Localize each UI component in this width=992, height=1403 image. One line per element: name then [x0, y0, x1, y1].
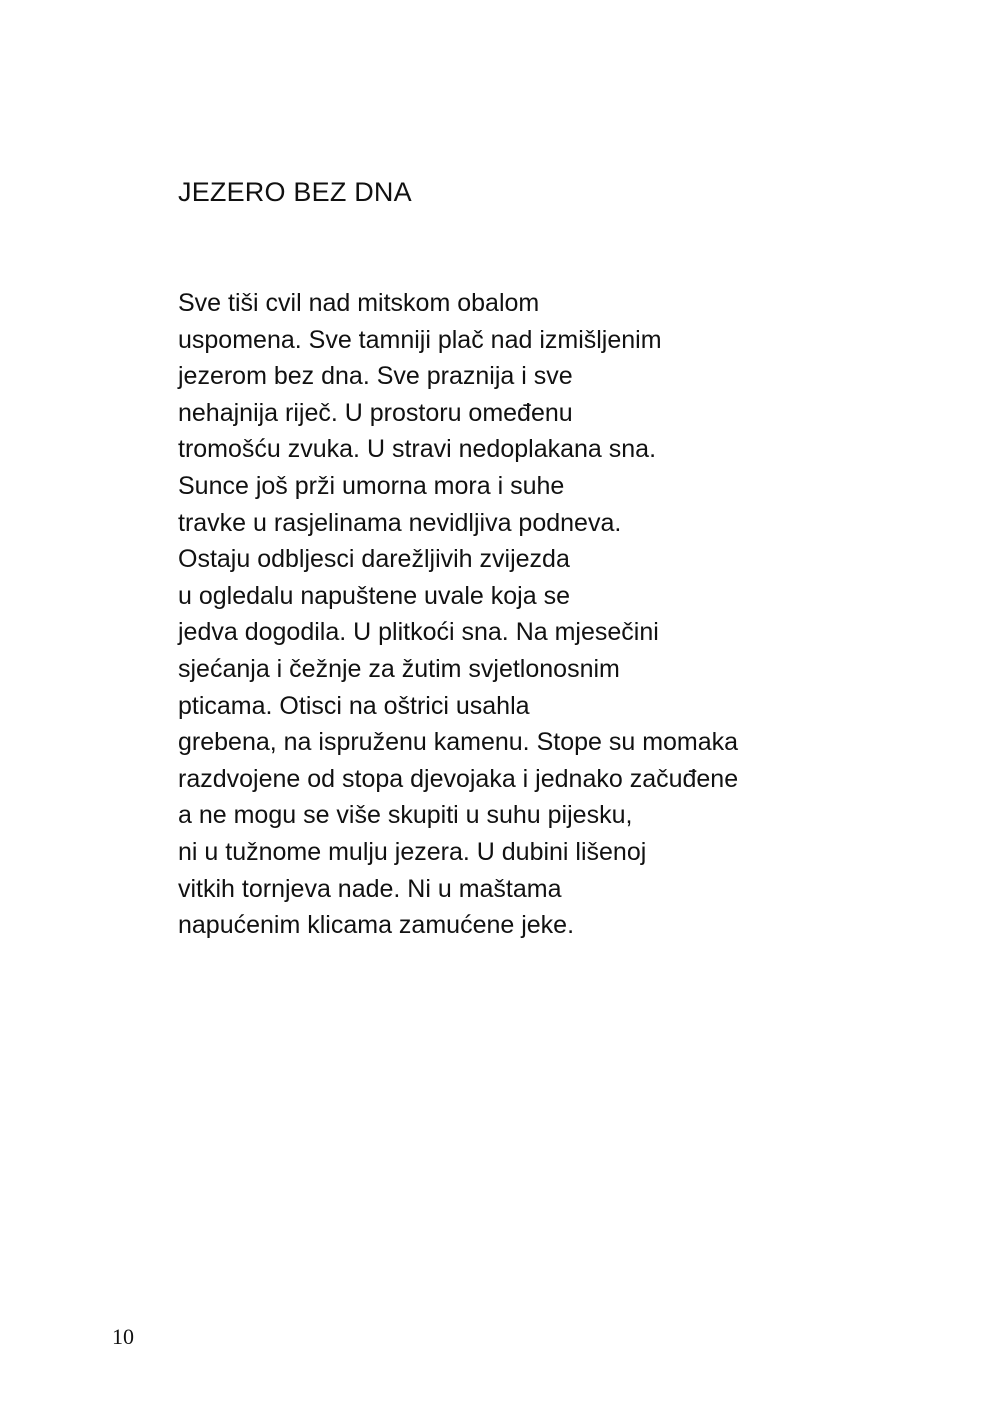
poem-line: napućenim klicama zamućene jeke.: [178, 911, 575, 940]
poem-line: sjećanja i čežnje za žutim svjetlonosnim: [178, 654, 620, 683]
poem-line: a ne mogu se više skupiti u suhu pijesku,: [178, 801, 633, 830]
poem-line: razdvojene od stopa djevojaka i jednako začuđene: [178, 764, 739, 793]
poem-line: grebena, na ispruženu kamenu. Stope su momaka: [178, 728, 739, 757]
poem-line: tromošću zvuka. U stravi nedoplakana sna.: [178, 435, 657, 464]
poem-line: Sunce još prži umorna mora i suhe: [178, 471, 565, 500]
poem-line: uspomena. Sve tamniji plač nad izmišljenim: [178, 325, 662, 354]
poem-line: nehajnija riječ. U prostoru omeđenu: [178, 398, 573, 427]
poem-line: jezerom bez dna. Sve praznija i sve: [178, 362, 573, 391]
poem-line: travke u rasjelinama nevidljiva podneva.: [178, 508, 622, 537]
poem-line: jedva dogodila. U plitkoći sna. Na mjesečini: [178, 618, 659, 647]
page-number: 10: [112, 1324, 134, 1349]
poem-line: u ogledalu napuštene uvale koja se: [178, 581, 570, 610]
poem-title: JEZERO BEZ DNA: [178, 177, 412, 207]
poem-line: Sve tiši cvil nad mitskom obalom: [178, 289, 540, 317]
poem-body: [178, 285, 738, 944]
poem-line: vitkih tornjeva nade. Ni u maštama: [178, 874, 562, 903]
poem-line: Ostaju odbljesci darežljivih zvijezda: [178, 545, 570, 574]
poem-line: ni u tužnome mulju jezera. U dubini lišenoj: [178, 837, 647, 866]
poem-line: pticama. Otisci na oštrici usahla: [178, 691, 530, 720]
